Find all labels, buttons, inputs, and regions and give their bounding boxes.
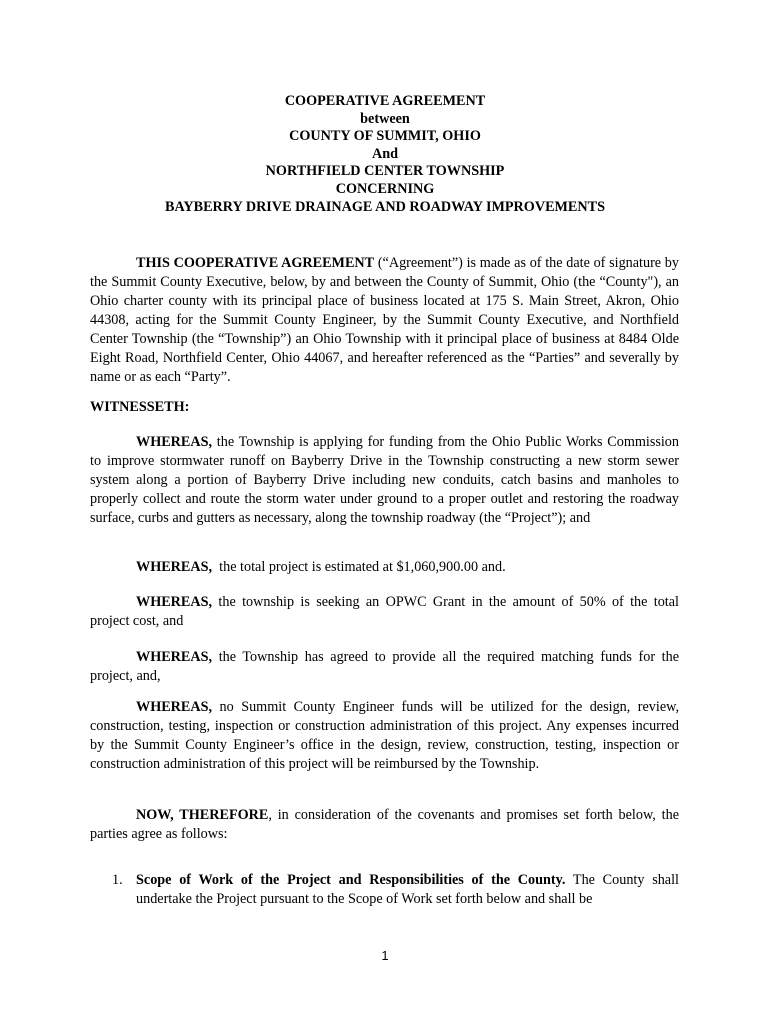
whereas-body: the township is seeking an OPWC Grant in the amount of 50% of the total project cost, and bbox=[90, 594, 679, 629]
whereas-body: the total project is estimated at $1,060,900.00 and. bbox=[212, 559, 506, 575]
title-line: COOPERATIVE AGREEMENT bbox=[284, 93, 486, 109]
title-line: COUNTY OF SUMMIT, OHIO bbox=[289, 128, 481, 145]
whereas-lead: WHEREAS, bbox=[136, 434, 213, 450]
now-therefore-body: , in consideration of the covenants and promises set forth below, the parties agree as follows: bbox=[90, 807, 679, 842]
title-line: And bbox=[371, 145, 399, 162]
whereas-lead: WHEREAS, bbox=[136, 594, 213, 610]
title-line: NORTHFIELD CENTER TOWNSHIP bbox=[265, 163, 505, 180]
whereas-paragraph bbox=[90, 648, 679, 686]
intro-body: (“Agreement”) is made as of the date of signature by the Summit County Executive, below, by and between the County of Summit, Ohio (the “County"), an Ohio charter county with its principal place of business located at 175 S. Main Street, Akron, Ohio 44308, acting for the Summit County Engineer, by the Summit County Executive, and Northfield Center Township (the “Township”) an Ohio Township with it principal place of business at 8484 Olde Eight Road, Northfield Center, Ohio 44067, and hereafter referenced as the “Parties” and severally by name or as each “Party”. bbox=[90, 255, 679, 385]
whereas-body: no Summit County Engineer funds will be utilized for the design, review, construction, testing, inspection or construction administration of this project. Any expenses incurred by the Summit County Engineer’s office in the design, review, construction, testing, inspection or construction administration of this project will be reimbursed by the Township. bbox=[90, 699, 679, 772]
title-line: BAYBERRY DRIVE DRAINAGE AND ROADWAY IMPROVEMENTS bbox=[164, 198, 605, 215]
section-heading: Scope of Work of the Project and Responsibilities of the County. bbox=[136, 872, 566, 888]
title-line: CONCERNING bbox=[335, 180, 435, 197]
document-title bbox=[0, 93, 770, 216]
page-number: 1 bbox=[381, 948, 389, 963]
whereas-body: the Township has agreed to provide all the required matching funds for the project, and, bbox=[90, 649, 679, 684]
whereas-paragraph bbox=[90, 433, 679, 528]
whereas-lead: WHEREAS, bbox=[136, 699, 213, 715]
whereas-paragraph bbox=[90, 593, 679, 631]
intro-lead: THIS COOPERATIVE AGREEMENT bbox=[136, 255, 375, 271]
whereas-paragraph bbox=[90, 558, 679, 577]
title-line: between bbox=[360, 110, 410, 127]
whereas-paragraph bbox=[90, 698, 679, 774]
now-therefore-paragraph bbox=[90, 806, 679, 844]
now-therefore-lead: NOW, THEREFORE bbox=[136, 807, 269, 823]
whereas-body: the Township is applying for funding from the Ohio Public Works Commission to improve stormwater runoff on Bayberry Drive in the Township constructing a new storm sewer system along a portion of Bayberry Drive including new conduits, catch basins and manholes to properly collect and route the storm water under ground to a proper outlet and restoring the roadway surface, curbs and gutters as necessary, along the township roadway (the “Project”); and bbox=[90, 434, 679, 526]
section-text bbox=[136, 871, 679, 909]
witnesseth-heading: WITNESSETH: bbox=[90, 399, 190, 415]
section-1 bbox=[90, 871, 679, 909]
section-body: The County shall undertake the Project pursuant to the Scope of Work set forth below and shall be bbox=[136, 872, 679, 907]
section-number: 1. bbox=[112, 872, 123, 888]
intro-paragraph bbox=[90, 254, 679, 387]
whereas-lead: WHEREAS, bbox=[136, 649, 213, 665]
whereas-lead: WHEREAS, bbox=[136, 559, 213, 575]
